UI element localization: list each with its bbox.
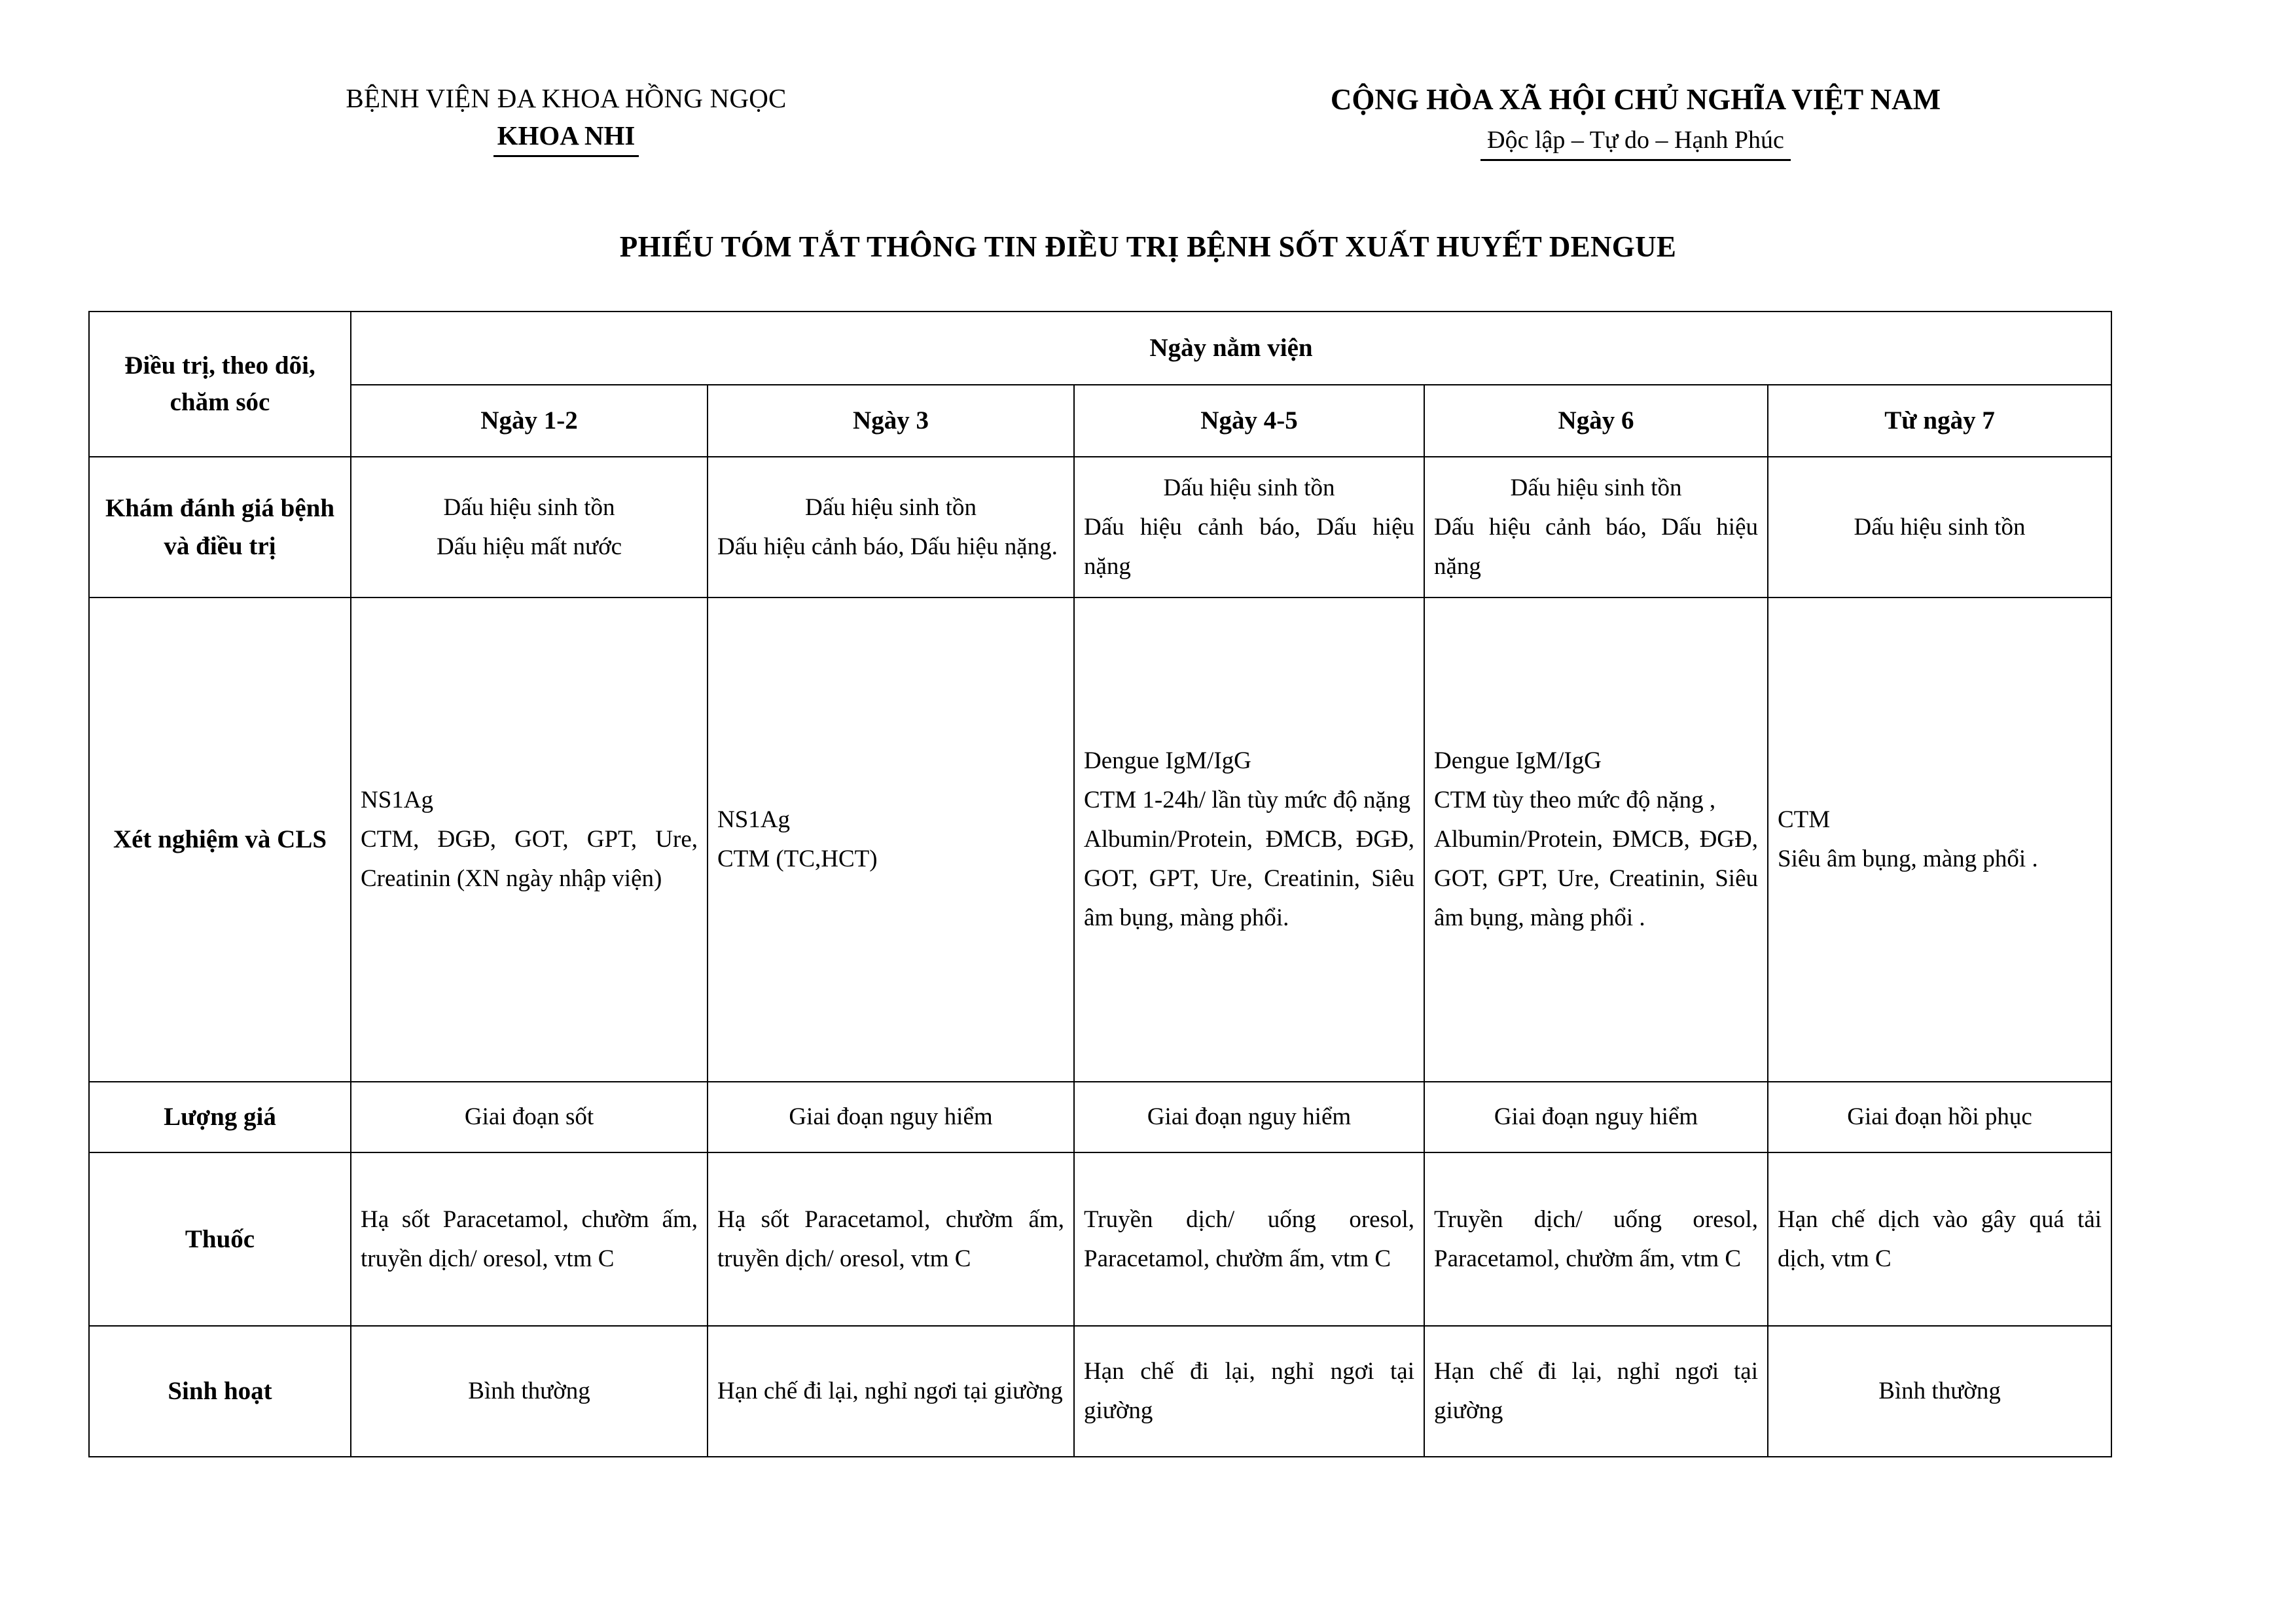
cell-line: Dấu hiệu mất nước (436, 533, 622, 560)
table-row (89, 1326, 2111, 1457)
row-label-assessment: Khám đánh giá bệnh và điều trị (89, 457, 351, 597)
cell-line: Dấu hiệu sinh tồn (1163, 474, 1335, 501)
table-row (89, 597, 2111, 1082)
table-header-row-1 (89, 312, 2111, 385)
cell-medication-day-4-5: Truyền dịch/ uống oresol, Paracetamol, chườm ấm, vtm C (1074, 1152, 1424, 1326)
hospital-name: BỆNH VIỆN ĐA KHOA HỒNG NGỌC (346, 83, 787, 113)
table-header-row-2 (89, 385, 2111, 457)
cell-lab-day-3 (708, 597, 1074, 1082)
cell-line: Dấu hiệu sinh tồn (1854, 513, 2026, 541)
cell-line: Albumin/Protein, ĐMCB, ĐGĐ, GOT, GPT, Ure, Creatinin, Siêu âm bụng, màng phổi . (1434, 826, 1758, 932)
hospital-days-span-header: Ngày nằm viện (351, 312, 2111, 385)
cell-line: NS1Ag (717, 806, 791, 834)
hospital-header-block (98, 82, 1034, 157)
row-label-daily-activity: Sinh hoạt (89, 1326, 351, 1457)
cell-line: CTM (1778, 806, 1831, 834)
cell-line: Dấu hiệu cảnh báo, Dấu hiệu nặng (1434, 513, 1758, 580)
cell-line: CTM tùy theo mức độ nặng , (1434, 787, 1716, 814)
cell-medication-day-3: Hạ sốt Paracetamol, chườm ấm, truyền dịch/ oresol, vtm C (708, 1152, 1074, 1326)
cell-line: Dengue IgM/IgG (1084, 747, 1251, 775)
cell-line: Siêu âm bụng, màng phổi . (1778, 846, 2038, 873)
cell-line: Dấu hiệu sinh tồn (1510, 474, 1682, 501)
cell-assessment-day-4-5 (1074, 457, 1424, 597)
cell-lab-day-6 (1424, 597, 1768, 1082)
cell-line: NS1Ag (361, 787, 434, 814)
treatment-table-wrapper (88, 311, 2204, 1457)
table-header (89, 312, 2111, 457)
national-header-block (1034, 82, 2198, 161)
cell-activity-day-6: Hạn chế đi lại, nghỉ ngơi tại giường (1424, 1326, 1768, 1457)
national-motto: Độc lập – Tự do – Hạnh Phúc (1480, 124, 1791, 161)
cell-lab-from-day-7 (1768, 597, 2111, 1082)
cell-line: Dấu hiệu sinh tồn (443, 493, 615, 521)
cell-activity-day-4-5: Hạn chế đi lại, nghỉ ngơi tại giường (1074, 1326, 1424, 1457)
cell-assessment-day-1-2 (351, 457, 708, 597)
cell-line: Dấu hiệu cảnh báo, Dấu hiệu nặng. (717, 533, 1058, 560)
cell-line: Dengue IgM/IgG (1434, 747, 1602, 775)
cell-assessment-day-3 (708, 457, 1074, 597)
table-body (89, 457, 2111, 1457)
page-title: PHIẾU TÓM TẮT THÔNG TIN ĐIỀU TRỊ BỆNH SỐT XUẤT HUYẾT DENGUE (619, 230, 1677, 264)
cell-lab-day-1-2 (351, 597, 708, 1082)
cell-evaluation-day-6: Giai đoạn nguy hiểm (1424, 1082, 1768, 1152)
row-label-evaluation: Lượng giá (89, 1082, 351, 1152)
cell-activity-day-3: Hạn chế đi lại, nghỉ ngơi tại giường (708, 1326, 1074, 1457)
table-row (89, 1082, 2111, 1152)
table-row (89, 457, 2111, 597)
corner-header-cell: Điều trị, theo dõi, chăm sóc (89, 312, 351, 457)
document-header (0, 0, 2296, 161)
day-header-3: Ngày 3 (708, 385, 1074, 457)
cell-medication-from-day-7: Hạn chế dịch vào gây quá tải dịch, vtm C (1768, 1152, 2111, 1326)
table-row (89, 1152, 2111, 1326)
cell-line: Dấu hiệu cảnh báo, Dấu hiệu nặng (1084, 513, 1414, 580)
row-label-medication: Thuốc (89, 1152, 351, 1326)
day-header-from-7: Từ ngày 7 (1768, 385, 2111, 457)
cell-assessment-from-day-7 (1768, 457, 2111, 597)
day-header-6: Ngày 6 (1424, 385, 1768, 457)
cell-evaluation-day-4-5: Giai đoạn nguy hiểm (1074, 1082, 1424, 1152)
day-header-1-2: Ngày 1-2 (351, 385, 708, 457)
day-header-4-5: Ngày 4-5 (1074, 385, 1424, 457)
cell-medication-day-1-2: Hạ sốt Paracetamol, chườm ấm, truyền dịch/ oresol, vtm C (351, 1152, 708, 1326)
cell-evaluation-from-day-7: Giai đoạn hồi phục (1768, 1082, 2111, 1152)
cell-line: Dấu hiệu sinh tồn (804, 493, 977, 521)
cell-evaluation-day-1-2: Giai đoạn sốt (351, 1082, 708, 1152)
cell-evaluation-day-3: Giai đoạn nguy hiểm (708, 1082, 1074, 1152)
cell-line: CTM (TC,HCT) (717, 846, 878, 873)
cell-activity-from-day-7: Bình thường (1768, 1326, 2111, 1457)
row-label-lab-tests: Xét nghiệm và CLS (89, 597, 351, 1082)
national-title: CỘNG HÒA XÃ HỘI CHỦ NGHĨA VIỆT NAM (1330, 83, 1941, 116)
cell-line: CTM 1-24h/ lần tùy mức độ nặng (1084, 787, 1410, 814)
treatment-summary-table (88, 311, 2112, 1457)
cell-activity-day-1-2: Bình thường (351, 1326, 708, 1457)
cell-lab-day-4-5 (1074, 597, 1424, 1082)
department-name: KHOA NHI (493, 118, 639, 157)
cell-medication-day-6: Truyền dịch/ uống oresol, Paracetamol, chườm ấm, vtm C (1424, 1152, 1768, 1326)
cell-line: Albumin/Protein, ĐMCB, ĐGĐ, GOT, GPT, Ure, Creatinin, Siêu âm bụng, màng phổi. (1084, 826, 1414, 932)
cell-line: CTM, ĐGĐ, GOT, GPT, Ure, Creatinin (XN ngày nhập viện) (361, 826, 698, 893)
cell-assessment-day-6 (1424, 457, 1768, 597)
